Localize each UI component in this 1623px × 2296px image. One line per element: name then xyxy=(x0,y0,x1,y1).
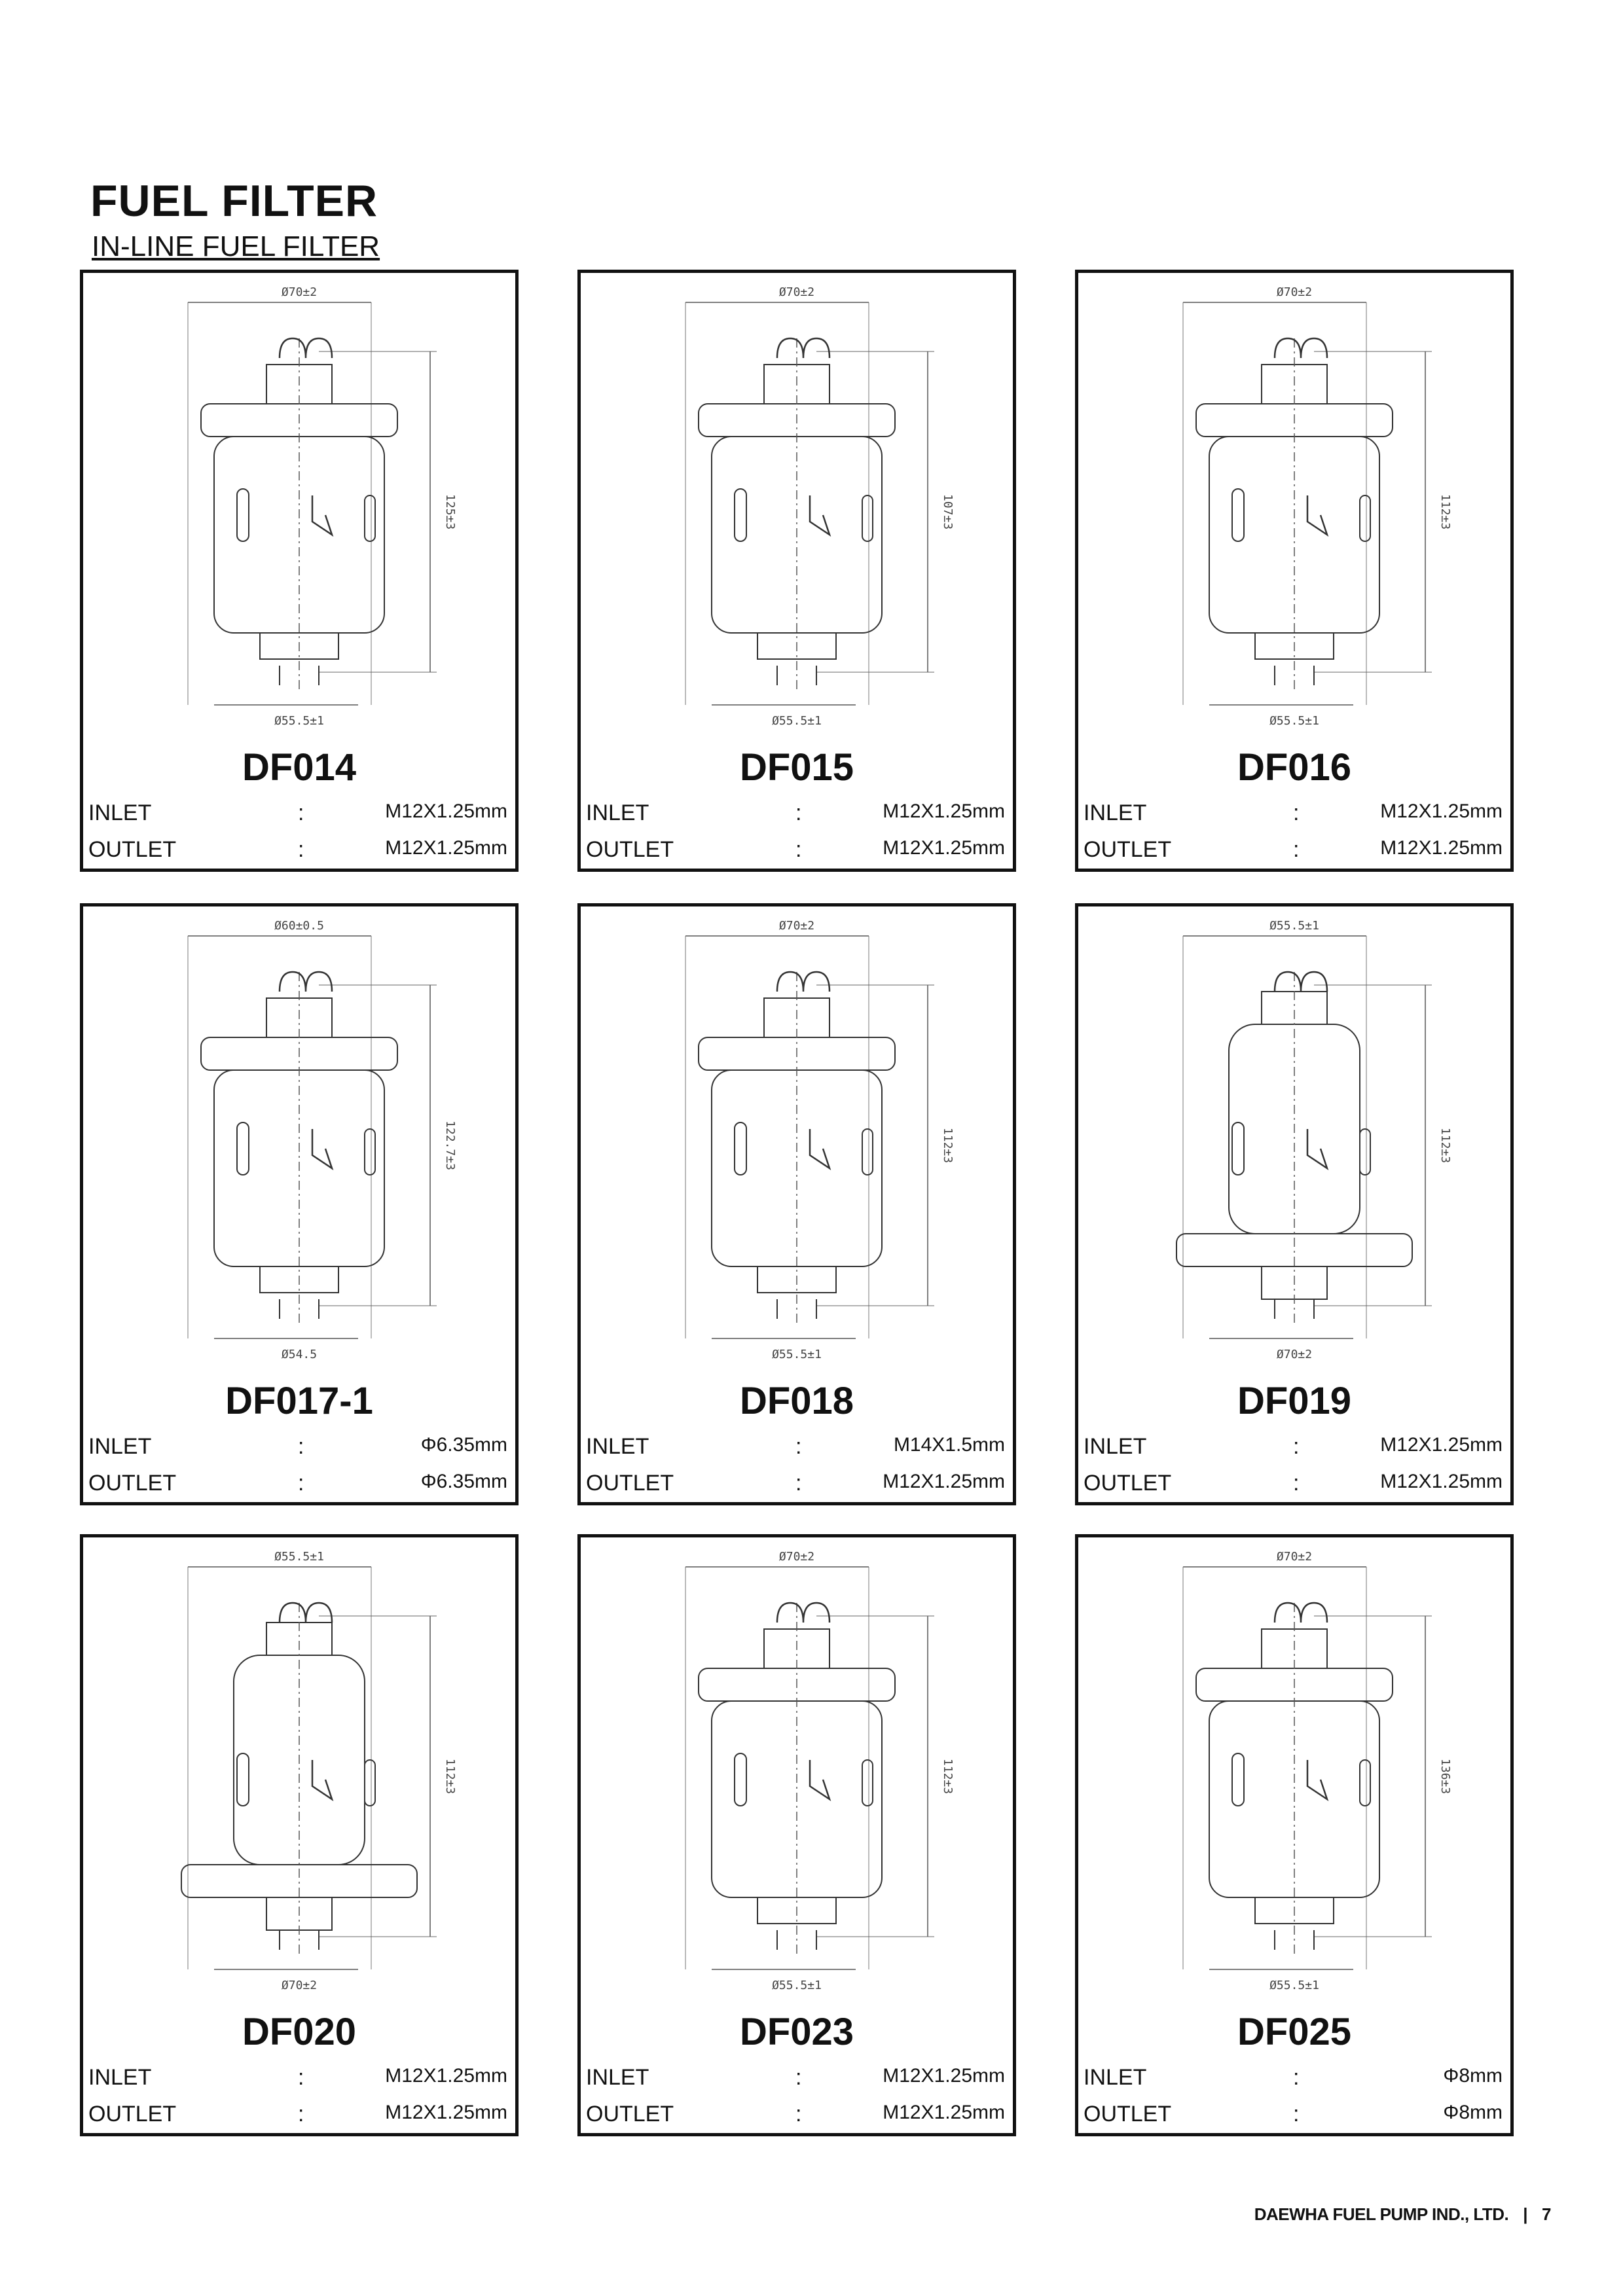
product-card xyxy=(80,903,519,1505)
dim-top-diameter: Ø70±2 xyxy=(778,285,815,299)
product-card xyxy=(1075,270,1514,872)
inlet-value: M12X1.25mm xyxy=(1380,800,1503,822)
product-card xyxy=(577,1534,1016,2136)
outlet-value: Φ8mm xyxy=(1443,2102,1503,2123)
dim-height: 112±3 xyxy=(443,1758,457,1795)
model-number: DF018 xyxy=(739,1380,854,1422)
dim-height: 112±3 xyxy=(1438,1127,1452,1164)
outlet-label: OUTLET xyxy=(586,2102,674,2126)
outlet-value: M12X1.25mm xyxy=(883,1471,1005,1492)
dim-height: 125±3 xyxy=(443,493,457,530)
inlet-value: M12X1.25mm xyxy=(385,2065,507,2087)
dim-bottom-diameter: Ø55.5±1 xyxy=(772,1348,822,1361)
model-number: DF023 xyxy=(739,2011,854,2053)
filter-drawing xyxy=(581,1537,1013,2009)
inlet-label: INLET xyxy=(1084,1434,1147,1459)
inlet-value: M14X1.5mm xyxy=(893,1434,1005,1456)
dim-height: 122.7±3 xyxy=(443,1121,457,1170)
product-card xyxy=(80,270,519,872)
footer-page-number: 7 xyxy=(1542,2204,1551,2224)
outlet-spec-row xyxy=(88,2102,510,2134)
product-card xyxy=(80,1534,519,2136)
filter-drawing-container xyxy=(581,1537,1013,2009)
spec-colon: : xyxy=(1293,1434,1300,1459)
spec-colon: : xyxy=(298,1434,304,1459)
filter-drawing xyxy=(581,906,1013,1378)
product-card xyxy=(577,270,1016,872)
inlet-spec-row xyxy=(1084,800,1505,833)
inlet-label: INLET xyxy=(586,2065,649,2090)
spec-colon: : xyxy=(795,837,802,862)
outlet-value: M12X1.25mm xyxy=(883,2102,1005,2123)
inlet-label: INLET xyxy=(88,1434,152,1459)
outlet-label: OUTLET xyxy=(586,837,674,862)
inlet-value: M12X1.25mm xyxy=(1380,1434,1503,1456)
inlet-spec-row xyxy=(1084,2065,1505,2098)
page-subtitle: IN-LINE FUEL FILTER xyxy=(92,230,380,262)
product-card xyxy=(1075,903,1514,1505)
spec-colon: : xyxy=(795,2102,802,2126)
model-number: DF015 xyxy=(739,746,854,789)
outlet-label: OUTLET xyxy=(88,837,177,862)
inlet-value: M12X1.25mm xyxy=(883,2065,1005,2087)
dim-bottom-diameter: Ø70±2 xyxy=(281,1979,318,1992)
footer-separator: | xyxy=(1523,2204,1528,2224)
inlet-spec-row xyxy=(88,1434,510,1467)
filter-drawing-container xyxy=(1078,1537,1510,2009)
filter-drawing-container xyxy=(581,273,1013,744)
inlet-spec-row xyxy=(1084,1434,1505,1467)
spec-colon: : xyxy=(1293,2102,1300,2126)
spec-colon: : xyxy=(298,800,304,825)
spec-colon: : xyxy=(795,1471,802,1496)
inlet-label: INLET xyxy=(586,1434,649,1459)
inlet-spec-row xyxy=(586,800,1008,833)
spec-colon: : xyxy=(795,1434,802,1459)
filter-drawing xyxy=(83,1537,515,2009)
dim-height: 136±3 xyxy=(1438,1758,1452,1795)
dim-bottom-diameter: Ø55.5±1 xyxy=(274,714,324,728)
outlet-spec-row xyxy=(1084,837,1505,870)
inlet-value: Φ6.35mm xyxy=(420,1434,507,1456)
product-card xyxy=(1075,1534,1514,2136)
dim-top-diameter: Ø70±2 xyxy=(778,1550,815,1564)
inlet-value: M12X1.25mm xyxy=(385,800,507,822)
inlet-spec-row xyxy=(586,2065,1008,2098)
filter-drawing xyxy=(83,906,515,1378)
filter-drawing-container xyxy=(581,906,1013,1378)
outlet-value: M12X1.25mm xyxy=(385,2102,507,2123)
inlet-spec-row xyxy=(88,800,510,833)
filter-drawing xyxy=(1078,906,1510,1378)
model-number: DF020 xyxy=(242,2011,357,2053)
inlet-value: M12X1.25mm xyxy=(883,800,1005,822)
outlet-spec-row xyxy=(586,837,1008,870)
outlet-value: M12X1.25mm xyxy=(1380,837,1503,859)
filter-drawing xyxy=(1078,1537,1510,2009)
outlet-value: M12X1.25mm xyxy=(1380,1471,1503,1492)
dim-bottom-diameter: Ø55.5±1 xyxy=(772,1979,822,1992)
outlet-spec-row xyxy=(586,1471,1008,1503)
dim-bottom-diameter: Ø55.5±1 xyxy=(772,714,822,728)
filter-drawing xyxy=(581,273,1013,744)
inlet-label: INLET xyxy=(88,800,152,825)
model-number: DF017-1 xyxy=(225,1380,373,1422)
outlet-spec-row xyxy=(1084,1471,1505,1503)
outlet-spec-row xyxy=(88,837,510,870)
dim-bottom-diameter: Ø70±2 xyxy=(1276,1348,1313,1361)
outlet-value: M12X1.25mm xyxy=(883,837,1005,859)
page-title: FUEL FILTER xyxy=(90,176,378,226)
dim-height: 112±3 xyxy=(941,1758,955,1795)
inlet-spec-row xyxy=(88,2065,510,2098)
inlet-label: INLET xyxy=(1084,2065,1147,2090)
page-footer xyxy=(1254,2204,1551,2225)
filter-drawing-container xyxy=(83,273,515,744)
dim-top-diameter: Ø70±2 xyxy=(281,285,318,299)
spec-colon: : xyxy=(1293,2065,1300,2090)
inlet-spec-row xyxy=(586,1434,1008,1467)
spec-colon: : xyxy=(1293,837,1300,862)
filter-drawing-container xyxy=(83,906,515,1378)
outlet-spec-row xyxy=(1084,2102,1505,2134)
dim-height: 112±3 xyxy=(941,1127,955,1164)
dim-top-diameter: Ø70±2 xyxy=(778,919,815,933)
dim-height: 107±3 xyxy=(941,493,955,530)
model-number: DF019 xyxy=(1237,1380,1352,1422)
spec-colon: : xyxy=(298,837,304,862)
outlet-value: Φ6.35mm xyxy=(420,1471,507,1492)
spec-colon: : xyxy=(795,800,802,825)
model-number: DF014 xyxy=(242,746,357,789)
dim-top-diameter: Ø55.5±1 xyxy=(1269,919,1319,933)
filter-drawing-container xyxy=(1078,906,1510,1378)
inlet-label: INLET xyxy=(1084,800,1147,825)
dim-top-diameter: Ø55.5±1 xyxy=(274,1550,324,1564)
dim-bottom-diameter: Ø55.5±1 xyxy=(1269,714,1319,728)
filter-drawing xyxy=(1078,273,1510,744)
outlet-label: OUTLET xyxy=(88,1471,177,1496)
outlet-spec-row xyxy=(88,1471,510,1503)
outlet-label: OUTLET xyxy=(586,1471,674,1496)
outlet-label: OUTLET xyxy=(1084,1471,1172,1496)
spec-colon: : xyxy=(298,1471,304,1496)
product-card xyxy=(577,903,1016,1505)
dim-height: 112±3 xyxy=(1438,493,1452,530)
inlet-label: INLET xyxy=(88,2065,152,2090)
inlet-label: INLET xyxy=(586,800,649,825)
spec-colon: : xyxy=(1293,800,1300,825)
footer-company: DAEWHA FUEL PUMP IND., LTD. xyxy=(1254,2204,1509,2224)
model-number: DF016 xyxy=(1237,746,1352,789)
dim-bottom-diameter: Ø55.5±1 xyxy=(1269,1979,1319,1992)
outlet-label: OUTLET xyxy=(88,2102,177,2126)
spec-colon: : xyxy=(795,2065,802,2090)
spec-colon: : xyxy=(298,2065,304,2090)
spec-colon: : xyxy=(298,2102,304,2126)
inlet-value: Φ8mm xyxy=(1443,2065,1503,2087)
filter-drawing xyxy=(83,273,515,744)
outlet-label: OUTLET xyxy=(1084,2102,1172,2126)
filter-drawing-container xyxy=(1078,273,1510,744)
dim-top-diameter: Ø70±2 xyxy=(1276,1550,1313,1564)
dim-top-diameter: Ø60±0.5 xyxy=(274,919,324,933)
dim-top-diameter: Ø70±2 xyxy=(1276,285,1313,299)
outlet-spec-row xyxy=(586,2102,1008,2134)
filter-drawing-container xyxy=(83,1537,515,2009)
outlet-value: M12X1.25mm xyxy=(385,837,507,859)
outlet-label: OUTLET xyxy=(1084,837,1172,862)
spec-colon: : xyxy=(1293,1471,1300,1496)
dim-bottom-diameter: Ø54.5 xyxy=(281,1348,318,1361)
model-number: DF025 xyxy=(1237,2011,1352,2053)
